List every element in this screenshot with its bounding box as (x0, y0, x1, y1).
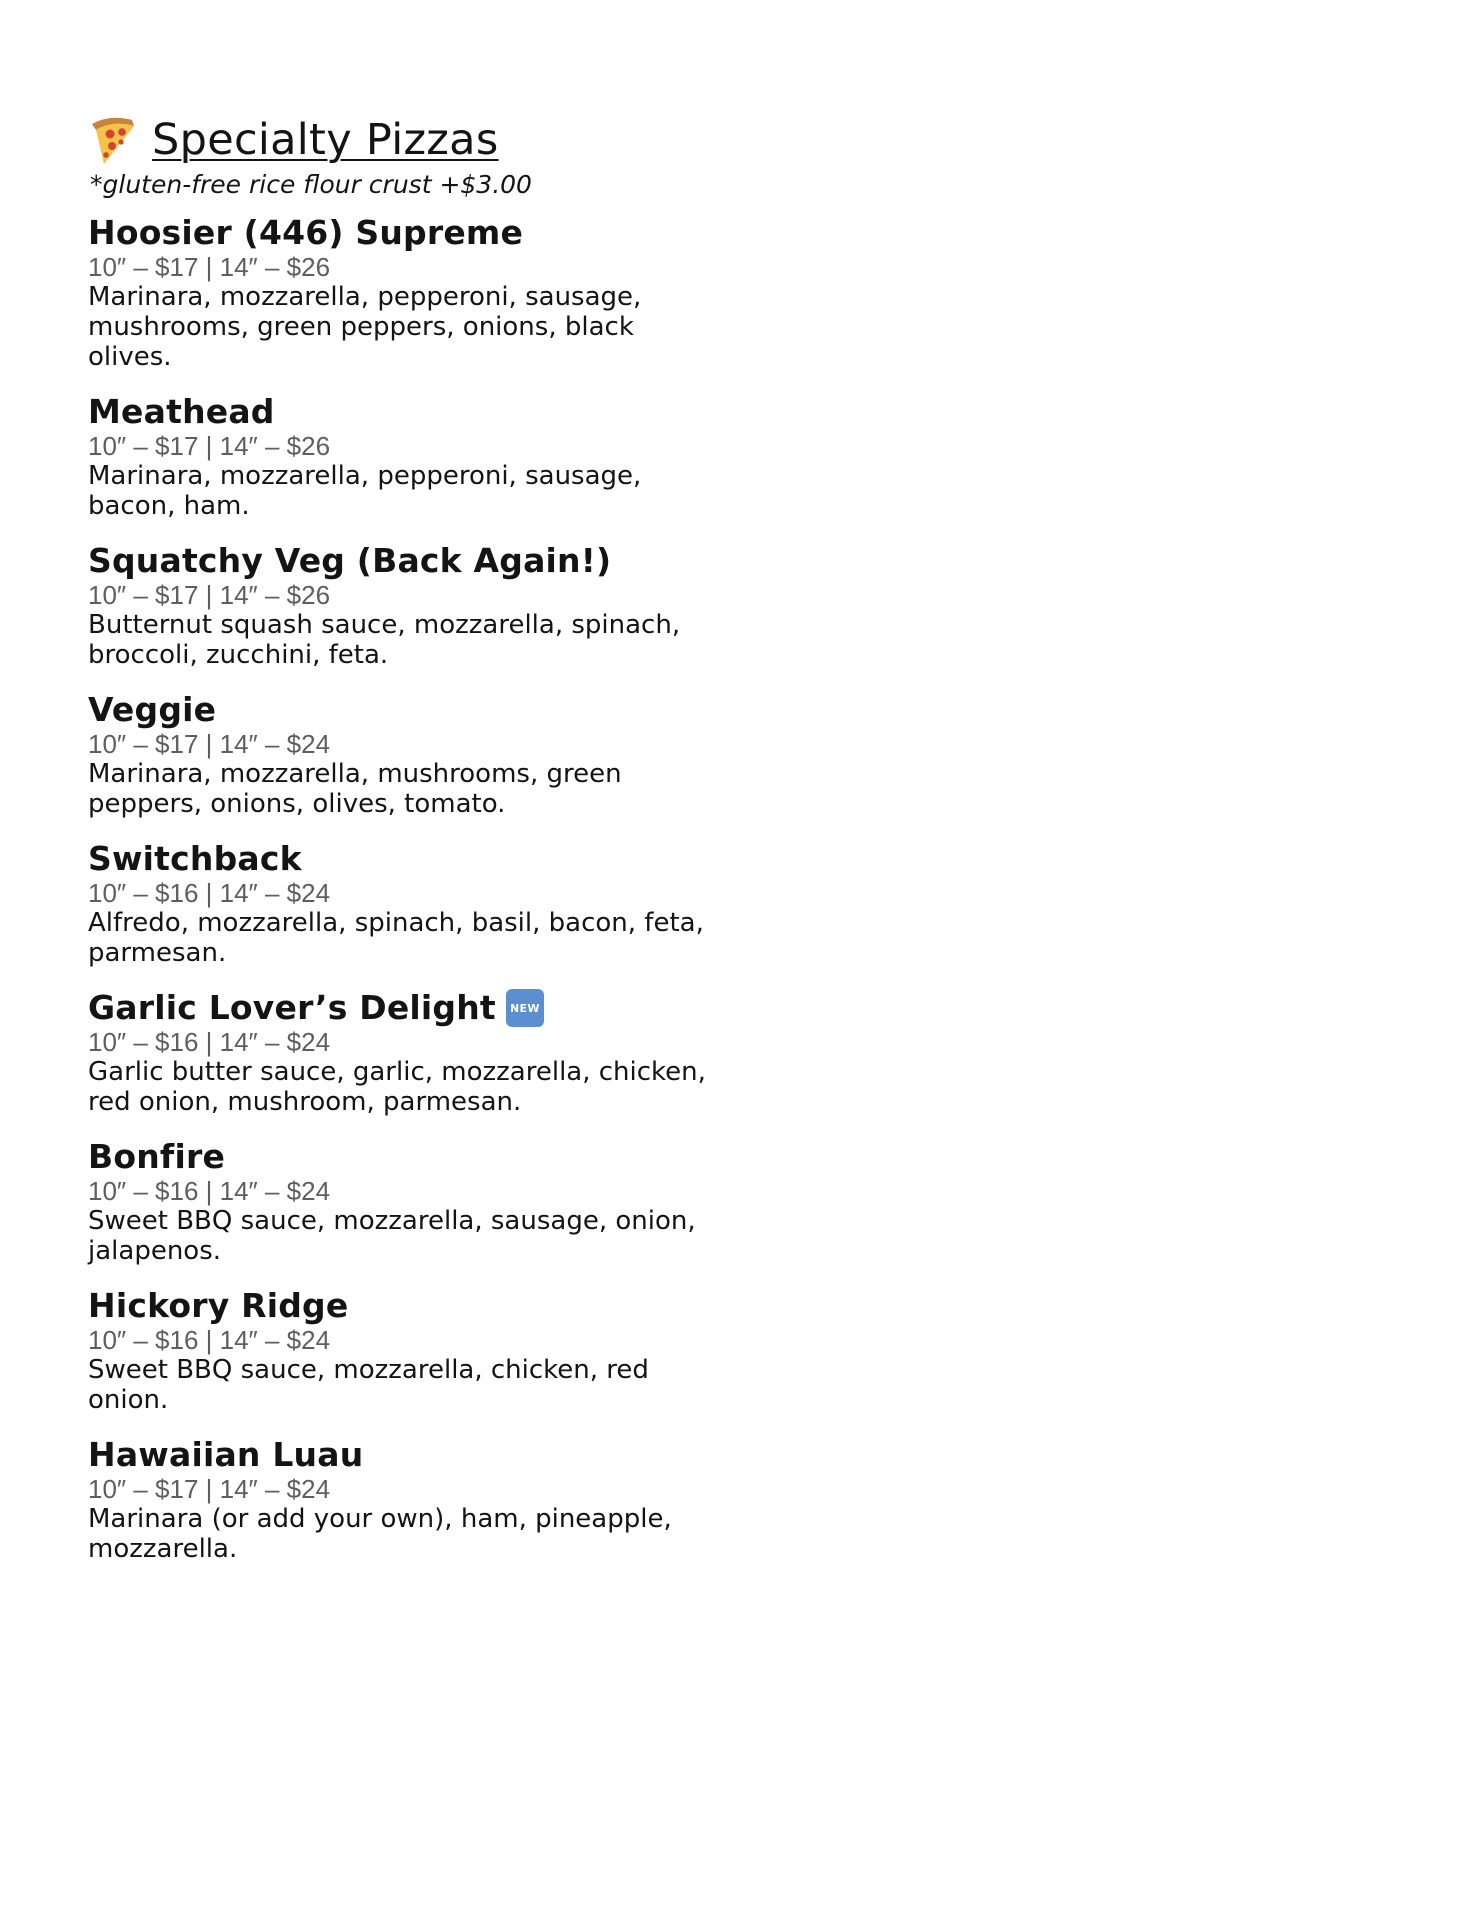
item-name: Squatchy Veg (Back Again!) (88, 541, 612, 580)
menu-item (88, 214, 728, 372)
item-name: Veggie (88, 690, 217, 729)
item-name-row (88, 1436, 728, 1474)
menu-header (88, 112, 728, 168)
item-name: Garlic Lover’s Delight (88, 988, 496, 1027)
menu-item (88, 393, 728, 521)
item-description: Butternut squash sauce, mozzarella, spinach, broccoli, zucchini, feta. (88, 610, 681, 670)
item-name: Hoosier (446) Supreme (88, 213, 524, 252)
item-name: Hawaiian Luau (88, 1435, 364, 1474)
menu-list (88, 214, 728, 1564)
item-name: Hickory Ridge (88, 1286, 349, 1325)
item-name-row (88, 214, 728, 252)
new-badge-icon: NEW (506, 989, 544, 1027)
item-description: Marinara, mozzarella, pepperoni, sausage, bacon, ham. (88, 461, 642, 521)
item-name-row (88, 1138, 728, 1176)
item-price: 10″ – $16 | 14″ – $24 (88, 878, 331, 908)
item-name-row (88, 393, 728, 431)
item-description: Garlic butter sauce, garlic, mozzarella, chicken, red onion, mushroom, parmesan. (88, 1057, 706, 1117)
item-name-row (88, 989, 728, 1027)
item-price: 10″ – $16 | 14″ – $24 (88, 1027, 331, 1057)
menu-item (88, 1138, 728, 1266)
menu-page (88, 112, 728, 1585)
gluten-free-note: *gluten-free rice flour crust +$3.00 (90, 170, 532, 199)
menu-item (88, 1287, 728, 1415)
page-title: Specialty Pizzas (152, 115, 499, 165)
menu-item (88, 989, 728, 1117)
item-price: 10″ – $17 | 14″ – $26 (88, 580, 331, 610)
item-name: Bonfire (88, 1137, 226, 1176)
menu-item (88, 542, 728, 670)
item-description: Sweet BBQ sauce, mozzarella, chicken, red onion. (88, 1355, 649, 1415)
menu-item (88, 1436, 728, 1564)
item-name-row (88, 1287, 728, 1325)
item-name-row (88, 840, 728, 878)
item-price: 10″ – $16 | 14″ – $24 (88, 1176, 331, 1206)
item-name: Switchback (88, 839, 302, 878)
item-description: Marinara, mozzarella, pepperoni, sausage, mushrooms, green peppers, onions, black olives. (88, 282, 642, 372)
item-price: 10″ – $16 | 14″ – $24 (88, 1325, 331, 1355)
menu-item (88, 691, 728, 819)
item-price: 10″ – $17 | 14″ – $26 (88, 431, 331, 461)
menu-item (88, 840, 728, 968)
item-description: Alfredo, mozzarella, spinach, basil, bacon, feta, parmesan. (88, 908, 704, 968)
item-description: Marinara (or add your own), ham, pineapple, mozzarella. (88, 1504, 672, 1564)
pizza-slice-icon (88, 114, 138, 166)
item-price: 10″ – $17 | 14″ – $24 (88, 729, 331, 759)
item-price: 10″ – $17 | 14″ – $26 (88, 252, 331, 282)
item-name: Meathead (88, 392, 275, 431)
item-name-row (88, 691, 728, 729)
item-description: Sweet BBQ sauce, mozzarella, sausage, onion, jalapenos. (88, 1206, 696, 1266)
item-price: 10″ – $17 | 14″ – $24 (88, 1474, 331, 1504)
item-name-row (88, 542, 728, 580)
item-description: Marinara, mozzarella, mushrooms, green peppers, onions, olives, tomato. (88, 759, 622, 819)
